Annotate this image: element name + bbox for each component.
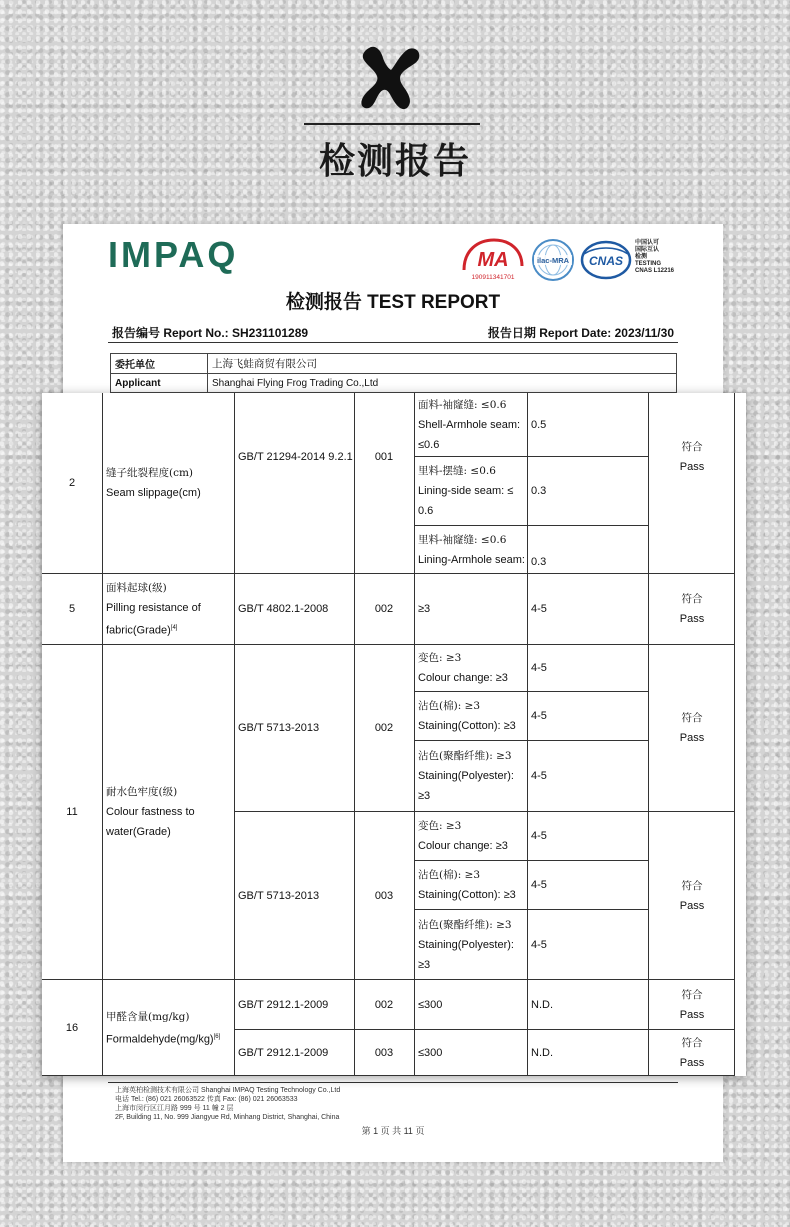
test-method: GB/T 2912.1-2009: [238, 998, 329, 1011]
test-method: GB/T 5713-2013: [238, 722, 320, 734]
result: 4-5: [531, 879, 547, 891]
result: 4-5: [531, 662, 547, 674]
requirement: 沾色(棉): ≥3 Staining(Cotton): ≥3: [418, 700, 516, 732]
cnas-caption: 中国认可 国际互认 检测 TESTING CNAS L12216: [635, 240, 675, 274]
verdict: 符合 Pass: [679, 988, 705, 1021]
row-no: 16: [65, 1022, 79, 1034]
requirement: 面料-袖窿缝: ≤0.6 Shell-Armhole seam: ≤0.6: [418, 398, 521, 451]
svg-text:ilac-MRA: ilac-MRA: [536, 256, 570, 265]
sample-no: 002: [374, 998, 394, 1011]
verdict: 符合 Pass: [679, 879, 705, 912]
title-divider: [304, 123, 480, 125]
sample-no: 001: [374, 451, 394, 463]
sample-no: 003: [374, 1047, 394, 1059]
result: 0.5: [531, 418, 547, 431]
page-number: 第 1 页 共 11 页: [361, 1126, 425, 1136]
requirement: 里料-袖窿缝: ≤0.6 Lining-Armhole seam:: [418, 533, 525, 566]
applicant-table: [110, 353, 677, 393]
row-no: 2: [68, 477, 76, 489]
result: 0.3: [531, 485, 547, 497]
result: 4-5: [531, 830, 547, 842]
applicant-value-cn: 上海飞蛙商贸有限公司: [208, 354, 677, 374]
result: N.D.: [531, 1047, 553, 1059]
brand-mark-icon: [355, 42, 427, 114]
sample-no: 002: [374, 722, 394, 734]
requirement: 里料-摆缝: ≤0.6 Lining-side seam: ≤ 0.6: [418, 465, 514, 517]
test-method: GB/T 4802.1-2008: [238, 603, 329, 615]
cnas-icon: [580, 238, 632, 282]
requirement: 沾色(聚酯纤维): ≥3 Staining(Polyester): ≥3: [418, 750, 514, 802]
sample-no: 002: [374, 603, 394, 615]
requirement: ≤300: [418, 998, 443, 1011]
requirement: ≥3: [418, 603, 431, 615]
test-method: GB/T 2912.1-2009: [238, 1047, 329, 1059]
verdict: 符合 Pass: [679, 441, 705, 473]
applicant-label-en: Applicant: [111, 374, 208, 393]
verdict: 符合 Pass: [679, 1037, 705, 1069]
requirement: 沾色(聚酯纤维): ≥3 Staining(Polyester): ≥3: [418, 918, 514, 971]
result: 0.3: [531, 555, 547, 568]
result: 4-5: [531, 710, 547, 722]
test-item: 甲醛含量(mg/kg) Formaldehyde(mg/kg)[6]: [106, 1010, 221, 1046]
sample-no: 003: [374, 889, 394, 902]
verdict: 符合 Pass: [679, 712, 705, 744]
row-no: 5: [68, 603, 76, 615]
page-title: 检测报告: [318, 141, 471, 182]
applicant-label-cn: 委托单位: [111, 354, 208, 374]
test-method: GB/T 5713-2013: [238, 889, 320, 902]
test-item: 缝子纰裂程度(cm) Seam slippage(cm): [106, 467, 201, 499]
ilac-mra-icon: [531, 238, 575, 282]
result: N.D.: [531, 998, 553, 1011]
result: 4-5: [531, 938, 547, 951]
report-date: 报告日期 Report Date: 2023/11/30: [487, 326, 674, 340]
impaq-logo: IMPAQ: [108, 234, 239, 275]
applicant-value-en: Shanghai Flying Frog Trading Co.,Ltd: [208, 374, 677, 393]
requirement: ≤300: [418, 1047, 443, 1059]
svg-text:190911341701: 190911341701: [471, 274, 515, 281]
report-footer: 上海英柏检测技术有限公司 Shanghai IMPAQ Testing Technology Co.,Ltd 电话 Tel.: (86) 021 26063522 传真 Fax: (86) 021 26063533 上海市闵行区江月路 999 号 11 幢 2 层 2F, Building 11, No. 999 Jiangyue Rd, Minhang District, Shanghai, China: [115, 1087, 341, 1121]
row-no: 11: [66, 806, 78, 818]
requirement: 变色: ≥3 Colour change: ≥3: [418, 820, 508, 852]
verdict: 符合 Pass: [679, 593, 705, 625]
cma-certification-icon: [460, 236, 526, 282]
test-item: 面料起球(级) Pilling resistance of fabric(Grade)[4]: [106, 581, 201, 637]
result: 4-5: [531, 603, 547, 615]
requirement: 变色: ≥3 Colour change: ≥3: [418, 652, 508, 684]
test-item: 耐水色牢度(级) Colour fastness to water(Grade): [106, 786, 195, 838]
result: 4-5: [531, 770, 547, 782]
svg-text:CNAS: CNAS: [588, 254, 624, 268]
report-number: 报告编号 Report No.: SH231101289: [112, 326, 309, 340]
footer-divider: [108, 1082, 678, 1083]
report-title: 检测报告 TEST REPORT: [285, 292, 501, 313]
zoomed-result-table: [42, 393, 746, 1076]
test-method: GB/T 21294-2014 9.2.1: [238, 451, 353, 463]
requirement: 沾色(棉): ≥3 Staining(Cotton): ≥3: [418, 869, 516, 901]
report-divider: [108, 342, 678, 343]
svg-text:MA: MA: [477, 249, 509, 271]
